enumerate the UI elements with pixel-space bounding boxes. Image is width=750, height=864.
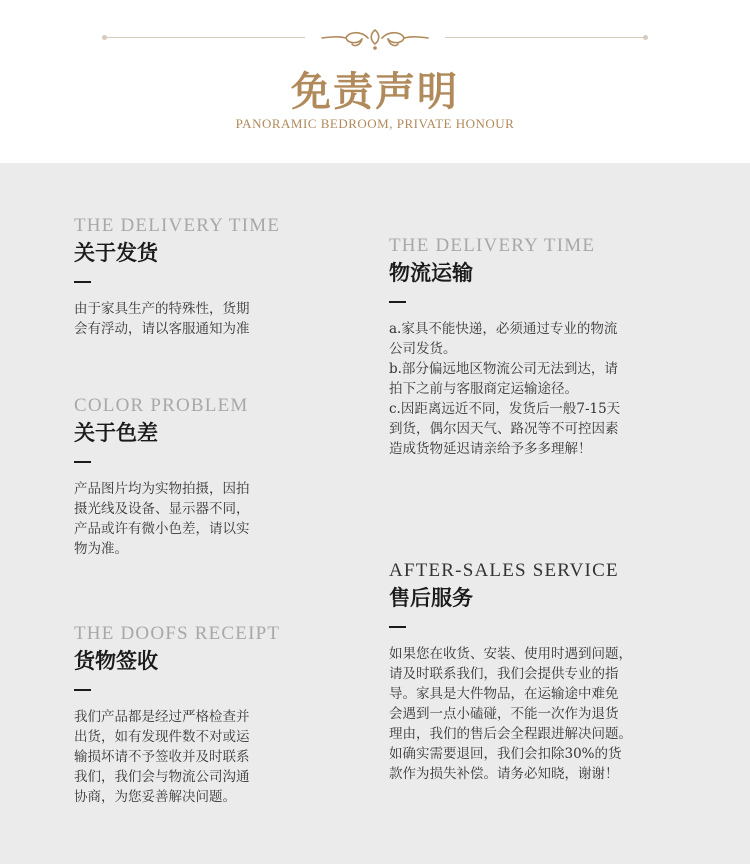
body-line: 输损坏请不予签收并及时联系 <box>74 748 250 765</box>
section-en-title: THE DOOFS RECEIPT <box>74 623 281 644</box>
disclaimer-content <box>0 163 750 864</box>
body-line: b.部分偏远地区物流公司无法到达，请 <box>389 360 618 377</box>
section-cn-title: 售后服务 <box>389 585 473 610</box>
section-en-title: AFTER-SALES SERVICE <box>389 560 619 581</box>
section-goods-receipt <box>74 623 280 807</box>
page-subtitle: PANORAMIC BEDROOM, PRIVATE HONOUR <box>235 116 515 131</box>
section-divider <box>389 301 406 303</box>
section-divider <box>74 281 91 283</box>
body-line: 到货，偶尔因天气、路况等不可控因素 <box>389 420 619 437</box>
body-line: 拍下之前与客服商定运输途径。 <box>389 380 578 397</box>
section-body <box>74 707 280 807</box>
body-line: 造成货物延迟请亲给予多多理解！ <box>389 440 592 457</box>
scroll-ornament-icon <box>318 24 432 52</box>
section-delivery-time <box>74 215 280 339</box>
body-line: 产品图片均为实物拍摄，因拍 <box>74 480 250 497</box>
body-line: 导。家具是大件物品，在运输途中难免 <box>389 685 619 702</box>
body-line: a.家具不能快递，必须通过专业的物流 <box>389 320 618 337</box>
body-line: 会遇到一点小磕碰，不能一次作为退货 <box>389 705 619 722</box>
body-line: 请及时联系我们，我们会提供专业的指 <box>389 665 619 682</box>
ornament-line-left <box>105 37 305 38</box>
body-line: 我们产品都是经过严格检查并 <box>74 708 250 725</box>
section-body <box>74 479 250 559</box>
section-divider <box>74 461 91 463</box>
section-en-title: COLOR PROBLEM <box>74 395 249 416</box>
section-cn-title: 关于色差 <box>74 420 158 445</box>
section-cn-title: 关于发货 <box>74 240 158 265</box>
page-title: 免责声明 <box>291 68 459 115</box>
body-line: 理由，我们的售后会全程跟进解决问题。 <box>389 725 632 742</box>
body-line: 由于家具生产的特殊性，货期 <box>74 300 250 317</box>
body-line: 协商，为您妥善解决问题。 <box>74 788 236 805</box>
ornament-dot-right <box>643 35 648 40</box>
section-cn-title: 物流运输 <box>389 260 473 285</box>
section-body <box>389 319 620 459</box>
ornament-line-right <box>445 37 645 38</box>
section-divider <box>74 689 91 691</box>
section-cn-title: 货物签收 <box>74 648 158 673</box>
section-en-title: THE DELIVERY TIME <box>74 215 281 236</box>
section-body <box>389 644 632 784</box>
section-body <box>74 299 280 339</box>
ornament-dot-left <box>102 35 107 40</box>
body-line: 会有浮动，请以客服通知为准 <box>74 320 250 337</box>
body-line: 款作为损失补偿。请务必知晓，谢谢！ <box>389 765 619 782</box>
body-line: 摄光线及设备、显示器不同， <box>74 500 250 517</box>
section-color-problem <box>74 395 250 559</box>
body-line: 产品或许有微小色差，请以实 <box>74 520 250 537</box>
body-line: 如确实需要退回，我们会扣除30%的货 <box>389 745 622 762</box>
body-line: 出货，如有发现件数不对或运 <box>74 728 250 745</box>
section-divider <box>389 626 406 628</box>
section-after-sales <box>389 560 632 784</box>
page-header <box>0 0 750 163</box>
body-line: c.因距离远近不同，发货后一般7-15天 <box>389 400 621 417</box>
section-logistics <box>389 235 620 459</box>
section-en-title: THE DELIVERY TIME <box>389 235 596 256</box>
body-line: 如果您在收货、安装、使用时遇到问题， <box>389 645 632 662</box>
body-line: 物为准。 <box>74 540 128 557</box>
body-line: 公司发货。 <box>389 340 457 357</box>
body-line: 我们，我们会与物流公司沟通 <box>74 768 250 785</box>
